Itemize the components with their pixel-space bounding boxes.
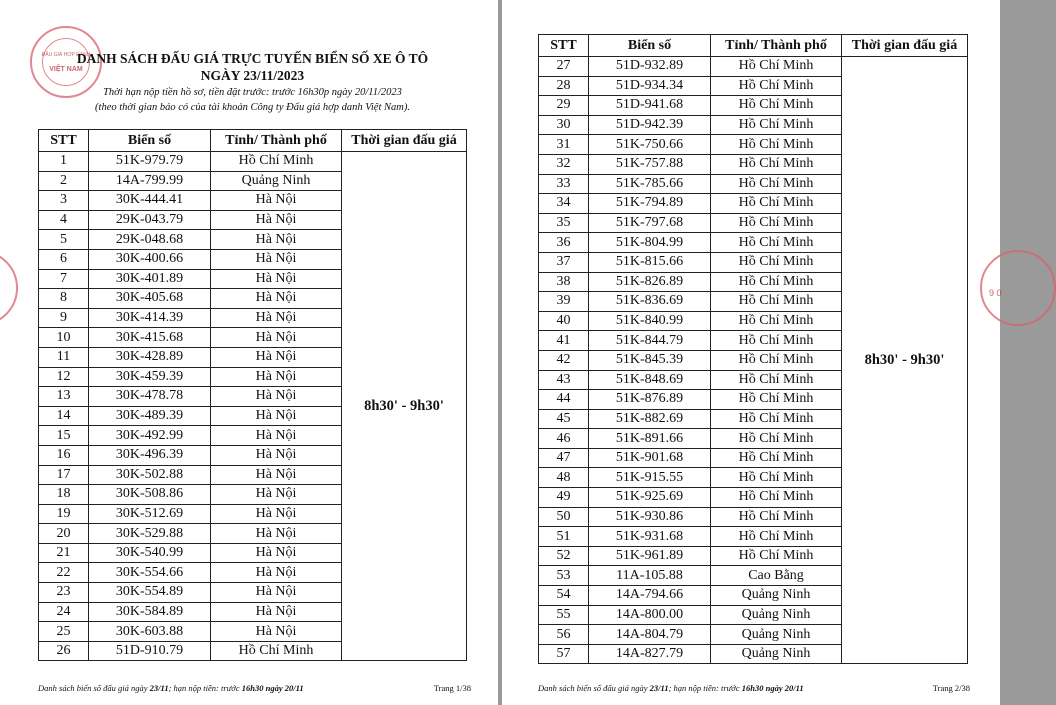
row-plate: 14A-799.99 [89, 171, 211, 191]
row-province: Hà Nội [211, 543, 342, 563]
row-stt: 51 [539, 527, 589, 547]
row-plate: 30K-508.86 [89, 485, 211, 505]
row-stt: 38 [539, 272, 589, 292]
row-province: Hồ Chí Minh [711, 468, 842, 488]
row-province: Hà Nội [211, 426, 342, 446]
row-stt: 42 [539, 350, 589, 370]
header-auction-time: Thời gian đấu giá [342, 130, 467, 152]
row-stt: 55 [539, 605, 589, 625]
footer-deadline: 16h30 ngày 20/11 [241, 683, 304, 693]
row-plate: 14A-800.00 [589, 605, 711, 625]
auction-time-slot: 8h30' - 9h30' [842, 57, 968, 664]
row-stt: 5 [39, 230, 89, 250]
row-plate: 51K-930.86 [589, 507, 711, 527]
row-province: Quảng Ninh [711, 644, 842, 664]
row-plate: 51K-785.66 [589, 174, 711, 194]
row-province: Hồ Chí Minh [711, 370, 842, 390]
row-stt: 22 [39, 563, 89, 583]
row-plate: 51K-961.89 [589, 546, 711, 566]
header-plate: Biển số [589, 35, 711, 57]
row-stt: 15 [39, 426, 89, 446]
row-province: Hồ Chí Minh [711, 57, 842, 77]
footer-prefix: Danh sách biển số đấu giá ngày [538, 683, 650, 693]
row-plate: 30K-428.89 [89, 347, 211, 367]
document-subtitle [38, 85, 467, 115]
row-stt: 49 [539, 488, 589, 508]
row-stt: 34 [539, 194, 589, 214]
row-province: Hồ Chí Minh [711, 409, 842, 429]
edge-seal-stamp [980, 250, 1056, 326]
footer-mid: ; hạn nộp tiền: trước [668, 683, 742, 693]
row-province: Quảng Ninh [211, 171, 342, 191]
row-plate: 51K-915.55 [589, 468, 711, 488]
row-province: Hà Nội [211, 347, 342, 367]
row-stt: 20 [39, 524, 89, 544]
page-footer [38, 683, 304, 693]
row-plate: 30K-444.41 [89, 191, 211, 211]
row-plate: 51K-757.88 [589, 154, 711, 174]
row-plate: 30K-400.66 [89, 249, 211, 269]
auction-table-page-1 [38, 129, 467, 661]
row-stt: 14 [39, 406, 89, 426]
row-stt: 24 [39, 602, 89, 622]
auction-time-slot: 8h30' - 9h30' [342, 152, 467, 661]
footer-prefix: Danh sách biển số đấu giá ngày [38, 683, 150, 693]
row-plate: 51K-826.89 [589, 272, 711, 292]
row-stt: 47 [539, 448, 589, 468]
row-plate: 51K-836.69 [589, 292, 711, 312]
row-plate: 30K-540.99 [89, 543, 211, 563]
row-province: Hồ Chí Minh [711, 527, 842, 547]
row-province: Hồ Chí Minh [711, 546, 842, 566]
row-plate: 51D-910.79 [89, 641, 211, 661]
row-stt: 1 [39, 152, 89, 172]
row-plate: 51K-901.68 [589, 448, 711, 468]
header-auction-time: Thời gian đấu giá [842, 35, 968, 57]
page-number: Trang 2/38 [932, 683, 970, 693]
page-footer [538, 683, 804, 693]
page-number: Trang 1/38 [433, 683, 471, 693]
row-stt: 40 [539, 311, 589, 331]
seal-text-bottom: VIỆT NAM [49, 66, 83, 73]
row-plate: 30K-502.88 [89, 465, 211, 485]
row-stt: 23 [39, 583, 89, 603]
header-plate: Biển số [89, 130, 211, 152]
row-province: Hà Nội [211, 583, 342, 603]
row-province: Hà Nội [211, 602, 342, 622]
row-province: Hồ Chí Minh [711, 233, 842, 253]
row-province: Hà Nội [211, 406, 342, 426]
row-plate: 30K-492.99 [89, 426, 211, 446]
row-stt: 45 [539, 409, 589, 429]
row-stt: 12 [39, 367, 89, 387]
row-province: Quảng Ninh [711, 605, 842, 625]
row-stt: 44 [539, 390, 589, 410]
row-plate: 51K-804.99 [589, 233, 711, 253]
row-province: Quảng Ninh [711, 586, 842, 606]
row-province: Hà Nội [211, 367, 342, 387]
row-plate: 51D-932.89 [589, 57, 711, 77]
table-body [539, 57, 968, 664]
row-stt: 35 [539, 213, 589, 233]
row-plate: 14A-794.66 [589, 586, 711, 606]
subtitle-line-1: Thời hạn nộp tiền hồ sơ, tiền đặt trước: trước 16h30p ngày 20/11/2023 [103, 87, 402, 98]
row-stt: 26 [39, 641, 89, 661]
row-province: Hồ Chí Minh [711, 135, 842, 155]
row-province: Cao Bằng [711, 566, 842, 586]
row-stt: 6 [39, 249, 89, 269]
row-stt: 21 [39, 543, 89, 563]
header-province: Tỉnh/ Thành phố [711, 35, 842, 57]
row-province: Hồ Chí Minh [711, 292, 842, 312]
row-stt: 28 [539, 76, 589, 96]
table-header-row [39, 130, 467, 152]
footer-date: 23/11 [149, 683, 169, 693]
edge-seal-text: 9 0 [989, 288, 1002, 298]
row-stt: 10 [39, 328, 89, 348]
row-province: Hà Nội [211, 524, 342, 544]
row-province: Hồ Chí Minh [711, 390, 842, 410]
row-province: Hồ Chí Minh [711, 154, 842, 174]
row-plate: 51K-794.89 [589, 194, 711, 214]
row-plate: 51K-848.69 [589, 370, 711, 390]
row-plate: 51K-931.68 [589, 527, 711, 547]
row-plate: 29K-043.79 [89, 210, 211, 230]
row-province: Hồ Chí Minh [711, 311, 842, 331]
row-stt: 37 [539, 252, 589, 272]
table-header-row [539, 35, 968, 57]
row-plate: 30K-584.89 [89, 602, 211, 622]
row-province: Hà Nội [211, 328, 342, 348]
row-stt: 54 [539, 586, 589, 606]
row-province: Hà Nội [211, 289, 342, 309]
row-plate: 30K-459.39 [89, 367, 211, 387]
title-line-1: DANH SÁCH ĐẤU GIÁ TRỰC TUYẾN BIỂN SỐ XE Ô TÔ [76, 51, 429, 66]
header-stt: STT [39, 130, 89, 152]
row-province: Hà Nội [211, 191, 342, 211]
row-plate: 30K-554.66 [89, 563, 211, 583]
row-province: Hồ Chí Minh [711, 331, 842, 351]
row-province: Hồ Chí Minh [711, 429, 842, 449]
row-plate: 51D-942.39 [589, 115, 711, 135]
row-stt: 48 [539, 468, 589, 488]
row-plate: 30K-489.39 [89, 406, 211, 426]
row-plate: 51K-845.39 [589, 350, 711, 370]
row-plate: 30K-603.88 [89, 622, 211, 642]
row-province: Hồ Chí Minh [711, 76, 842, 96]
row-plate: 51K-979.79 [89, 152, 211, 172]
row-stt: 2 [39, 171, 89, 191]
row-stt: 29 [539, 96, 589, 116]
row-province: Hồ Chí Minh [711, 488, 842, 508]
row-stt: 50 [539, 507, 589, 527]
row-province: Hồ Chí Minh [711, 252, 842, 272]
row-stt: 39 [539, 292, 589, 312]
row-plate: 29K-048.68 [89, 230, 211, 250]
row-stt: 52 [539, 546, 589, 566]
row-stt: 13 [39, 387, 89, 407]
row-plate: 30K-415.68 [89, 328, 211, 348]
row-stt: 9 [39, 308, 89, 328]
row-stt: 25 [39, 622, 89, 642]
row-stt: 11 [39, 347, 89, 367]
row-province: Hà Nội [211, 465, 342, 485]
row-stt: 43 [539, 370, 589, 390]
row-plate: 51K-797.68 [589, 213, 711, 233]
header-province: Tỉnh/ Thành phố [211, 130, 342, 152]
row-plate: 30K-496.39 [89, 445, 211, 465]
row-province: Hà Nội [211, 308, 342, 328]
seal-text-top: ĐẤU GIÁ HỢP DANH [41, 52, 91, 58]
row-stt: 17 [39, 465, 89, 485]
row-plate: 30K-401.89 [89, 269, 211, 289]
row-province: Hà Nội [211, 445, 342, 465]
row-stt: 3 [39, 191, 89, 211]
row-province: Hồ Chí Minh [711, 213, 842, 233]
edge-seal-stamp [0, 250, 18, 326]
row-stt: 8 [39, 289, 89, 309]
row-plate: 51K-891.66 [589, 429, 711, 449]
row-province: Quảng Ninh [711, 625, 842, 645]
table-body [39, 152, 467, 661]
row-stt: 56 [539, 625, 589, 645]
row-plate: 30K-414.39 [89, 308, 211, 328]
row-stt: 27 [539, 57, 589, 77]
row-plate: 14A-804.79 [589, 625, 711, 645]
footer-date: 23/11 [649, 683, 669, 693]
row-stt: 46 [539, 429, 589, 449]
row-province: Hà Nội [211, 269, 342, 289]
row-stt: 30 [539, 115, 589, 135]
row-province: Hồ Chí Minh [711, 448, 842, 468]
row-province: Hà Nội [211, 485, 342, 505]
row-province: Hồ Chí Minh [211, 152, 342, 172]
row-stt: 36 [539, 233, 589, 253]
footer-mid: ; hạn nộp tiền: trước [168, 683, 242, 693]
subtitle-line-2: (theo thời gian báo có của tài khoản Công ty Đấu giá hợp danh Việt Nam). [95, 102, 410, 113]
row-plate: 30K-478.78 [89, 387, 211, 407]
row-province: Hồ Chí Minh [711, 272, 842, 292]
row-province: Hồ Chí Minh [711, 194, 842, 214]
row-stt: 4 [39, 210, 89, 230]
table-row [539, 57, 968, 77]
row-province: Hồ Chí Minh [711, 174, 842, 194]
row-plate: 14A-827.79 [589, 644, 711, 664]
row-plate: 11A-105.88 [589, 566, 711, 586]
title-line-2: NGÀY 23/11/2023 [200, 68, 305, 83]
row-province: Hà Nội [211, 210, 342, 230]
row-stt: 32 [539, 154, 589, 174]
row-stt: 57 [539, 644, 589, 664]
document-title [38, 50, 467, 84]
footer-deadline: 16h30 ngày 20/11 [741, 683, 804, 693]
row-stt: 19 [39, 504, 89, 524]
row-stt: 31 [539, 135, 589, 155]
row-stt: 41 [539, 331, 589, 351]
row-province: Hồ Chí Minh [711, 507, 842, 527]
row-plate: 51K-815.66 [589, 252, 711, 272]
row-province: Hà Nội [211, 249, 342, 269]
row-plate: 30K-512.69 [89, 504, 211, 524]
row-province: Hồ Chí Minh [711, 115, 842, 135]
auction-table-page-2 [538, 34, 968, 664]
row-plate: 51K-882.69 [589, 409, 711, 429]
row-plate: 51K-750.66 [589, 135, 711, 155]
row-province: Hồ Chí Minh [711, 350, 842, 370]
row-plate: 51K-876.89 [589, 390, 711, 410]
row-plate: 51K-840.99 [589, 311, 711, 331]
row-plate: 51D-941.68 [589, 96, 711, 116]
row-province: Hồ Chí Minh [711, 96, 842, 116]
row-province: Hà Nội [211, 563, 342, 583]
row-stt: 18 [39, 485, 89, 505]
row-province: Hồ Chí Minh [211, 641, 342, 661]
row-plate: 51K-925.69 [589, 488, 711, 508]
row-plate: 51K-844.79 [589, 331, 711, 351]
row-province: Hà Nội [211, 230, 342, 250]
row-province: Hà Nội [211, 387, 342, 407]
row-province: Hà Nội [211, 622, 342, 642]
row-plate: 51D-934.34 [589, 76, 711, 96]
row-plate: 30K-554.89 [89, 583, 211, 603]
row-province: Hà Nội [211, 504, 342, 524]
row-plate: 30K-405.68 [89, 289, 211, 309]
row-stt: 7 [39, 269, 89, 289]
row-stt: 33 [539, 174, 589, 194]
document-page-1 [0, 0, 498, 705]
row-stt: 16 [39, 445, 89, 465]
row-plate: 30K-529.88 [89, 524, 211, 544]
table-row [39, 152, 467, 172]
row-stt: 53 [539, 566, 589, 586]
header-stt: STT [539, 35, 589, 57]
